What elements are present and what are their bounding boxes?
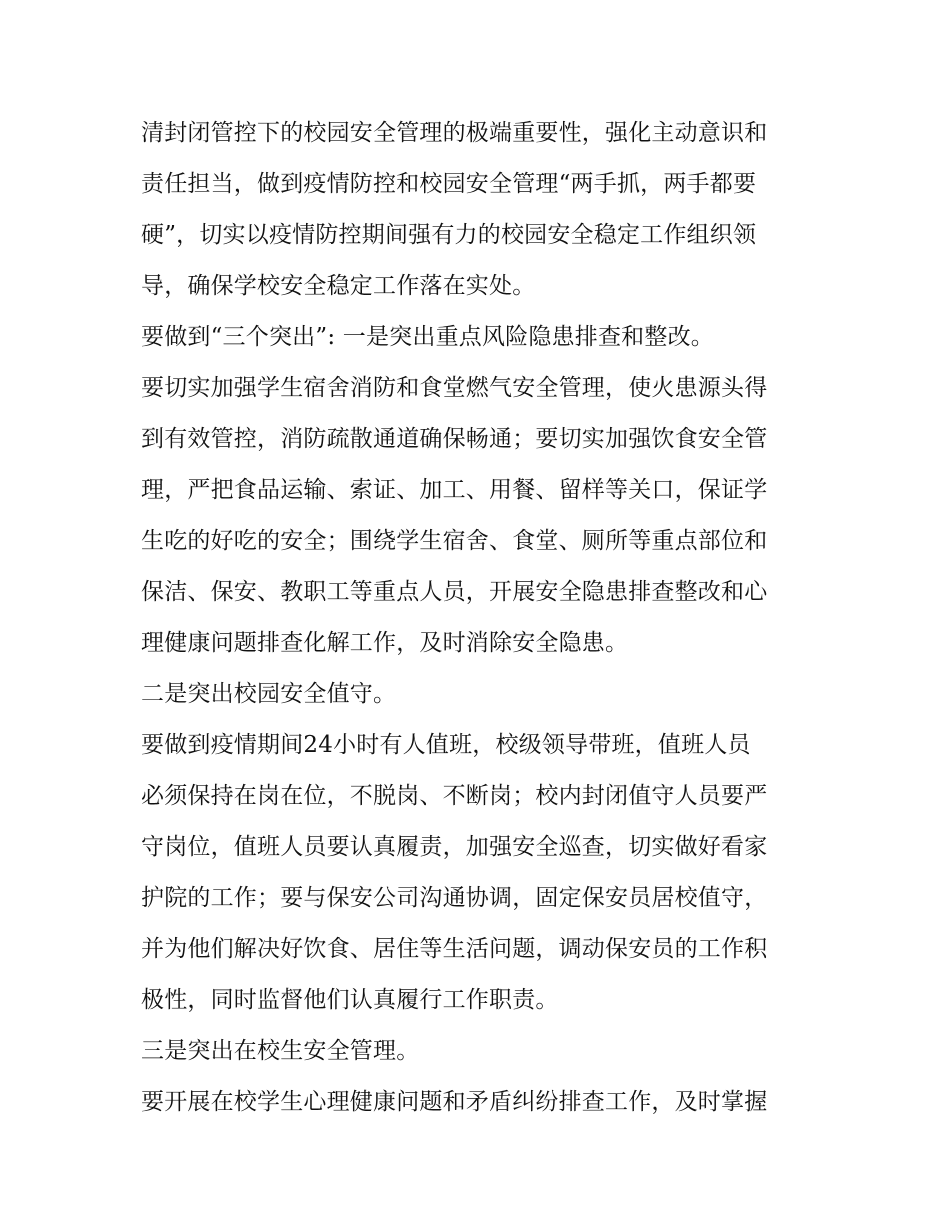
text-line: 要切实加强学生宿舍消防和食堂燃气安全管理，使火患源头得 bbox=[141, 375, 768, 401]
text-line: 导，确保学校安全稳定工作落在实处。 bbox=[141, 273, 536, 299]
text-line: 保洁、保安、教职工等重点人员，开展安全隐患排查整改和心 bbox=[141, 579, 768, 605]
text-line: 要做到疫情期间24小时有人值班，校级领导带班，值班人员 bbox=[141, 732, 751, 758]
text-line: 生吃的好吃的安全；围绕学生宿舍、食堂、厕所等重点部位和 bbox=[141, 528, 768, 554]
text-line: 责任担当，做到疫情防控和校园安全管理“两手抓，两手都要 bbox=[141, 171, 757, 197]
document-body bbox=[141, 108, 821, 1128]
text-line: 二是突出校园安全值守。 bbox=[141, 681, 397, 707]
text-line: 三是突出在校生安全管理。 bbox=[141, 1038, 420, 1064]
text-line: 清封闭管控下的校园安全管理的极端重要性，强化主动意识和 bbox=[141, 120, 768, 146]
text-line: 硬”，切实以疫情防控期间强有力的校园安全稳定工作组织领 bbox=[141, 222, 757, 248]
text-line: 要开展在校学生心理健康问题和矛盾纠纷排查工作，及时掌握 bbox=[141, 1089, 768, 1115]
text-line: 到有效管控，消防疏散通道确保畅通；要切实加强饮食安全管 bbox=[141, 426, 768, 452]
text-line: 极性，同时监督他们认真履行工作职责。 bbox=[141, 987, 559, 1013]
text-line: 守岗位，值班人员要认真履责，加强安全巡查，切实做好看家 bbox=[141, 834, 768, 860]
text-line: 必须保持在岗在位，不脱岗、不断岗；校内封闭值守人员要严 bbox=[141, 783, 768, 809]
text-line: 护院的工作；要与保安公司沟通协调，固定保安员居校值守， bbox=[141, 885, 768, 911]
text-line: 并为他们解决好饮食、居住等生活问题，调动保安员的工作积 bbox=[141, 936, 768, 962]
text-line: 理，严把食品运输、索证、加工、用餐、留样等关口，保证学 bbox=[141, 477, 768, 503]
text-line: 理健康问题排查化解工作，及时消除安全隐患。 bbox=[141, 630, 629, 656]
text-line: 要做到“三个突出”: 一是突出重点风险隐患排查和整改。 bbox=[141, 324, 714, 350]
